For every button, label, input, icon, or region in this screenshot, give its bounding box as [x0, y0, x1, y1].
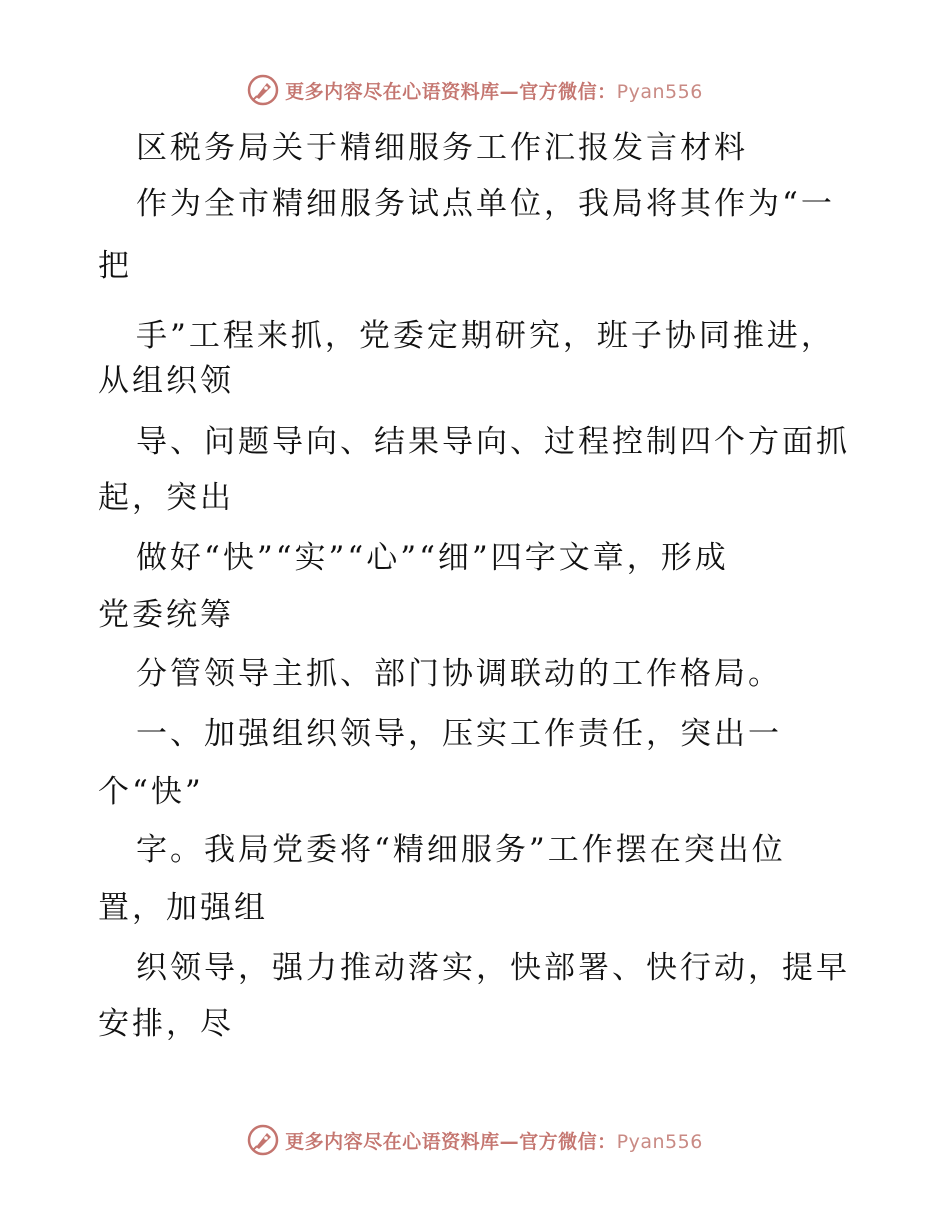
text-line: 个“快”	[98, 774, 204, 810]
watermark-text: 更多内容尽在心语资料库—官方微信：Pyan556	[285, 80, 703, 103]
text-line: 手”工程来抓，党委定期研究，班子协同推进，	[136, 318, 835, 354]
text-line: 分管领导主抓、部门协调联动的工作格局。	[136, 656, 782, 692]
text-line: 把	[98, 248, 132, 284]
text-line: 织领导，强力推动落实，快部署、快行动，提早	[136, 950, 850, 986]
text-line: 党委统筹	[98, 597, 234, 633]
document-title: 区税务局关于精细服务工作汇报发言材料	[136, 130, 748, 166]
text-line: 导、问题导向、结果导向、过程控制四个方面抓	[136, 424, 850, 460]
watermark-footer	[0, 1122, 950, 1158]
watermark-text: 更多内容尽在心语资料库—官方微信：Pyan556	[285, 1130, 703, 1153]
text-line: 置，加强组	[98, 890, 268, 926]
watermark-header	[0, 72, 950, 108]
text-line: 起，突出	[98, 480, 234, 516]
watermark-id: Pyan556	[616, 1130, 703, 1153]
text-line: 字。我局党委将“精细服务”工作摆在突出位	[136, 832, 786, 868]
text-line: 作为全市精细服务试点单位，我局将其作为“一	[136, 186, 835, 222]
text-line: 安排，尽	[98, 1006, 234, 1042]
text-line: 从组织领	[98, 363, 234, 399]
watermark-id: Pyan556	[616, 80, 703, 103]
text-line: 做好“快”“实”“心”“细”四字文章，形成	[136, 540, 729, 576]
pen-nib-logo-icon	[247, 74, 279, 106]
text-line: 一、加强组织领导，压实工作责任，突出一	[136, 716, 782, 752]
pen-nib-logo-icon	[247, 1124, 279, 1156]
